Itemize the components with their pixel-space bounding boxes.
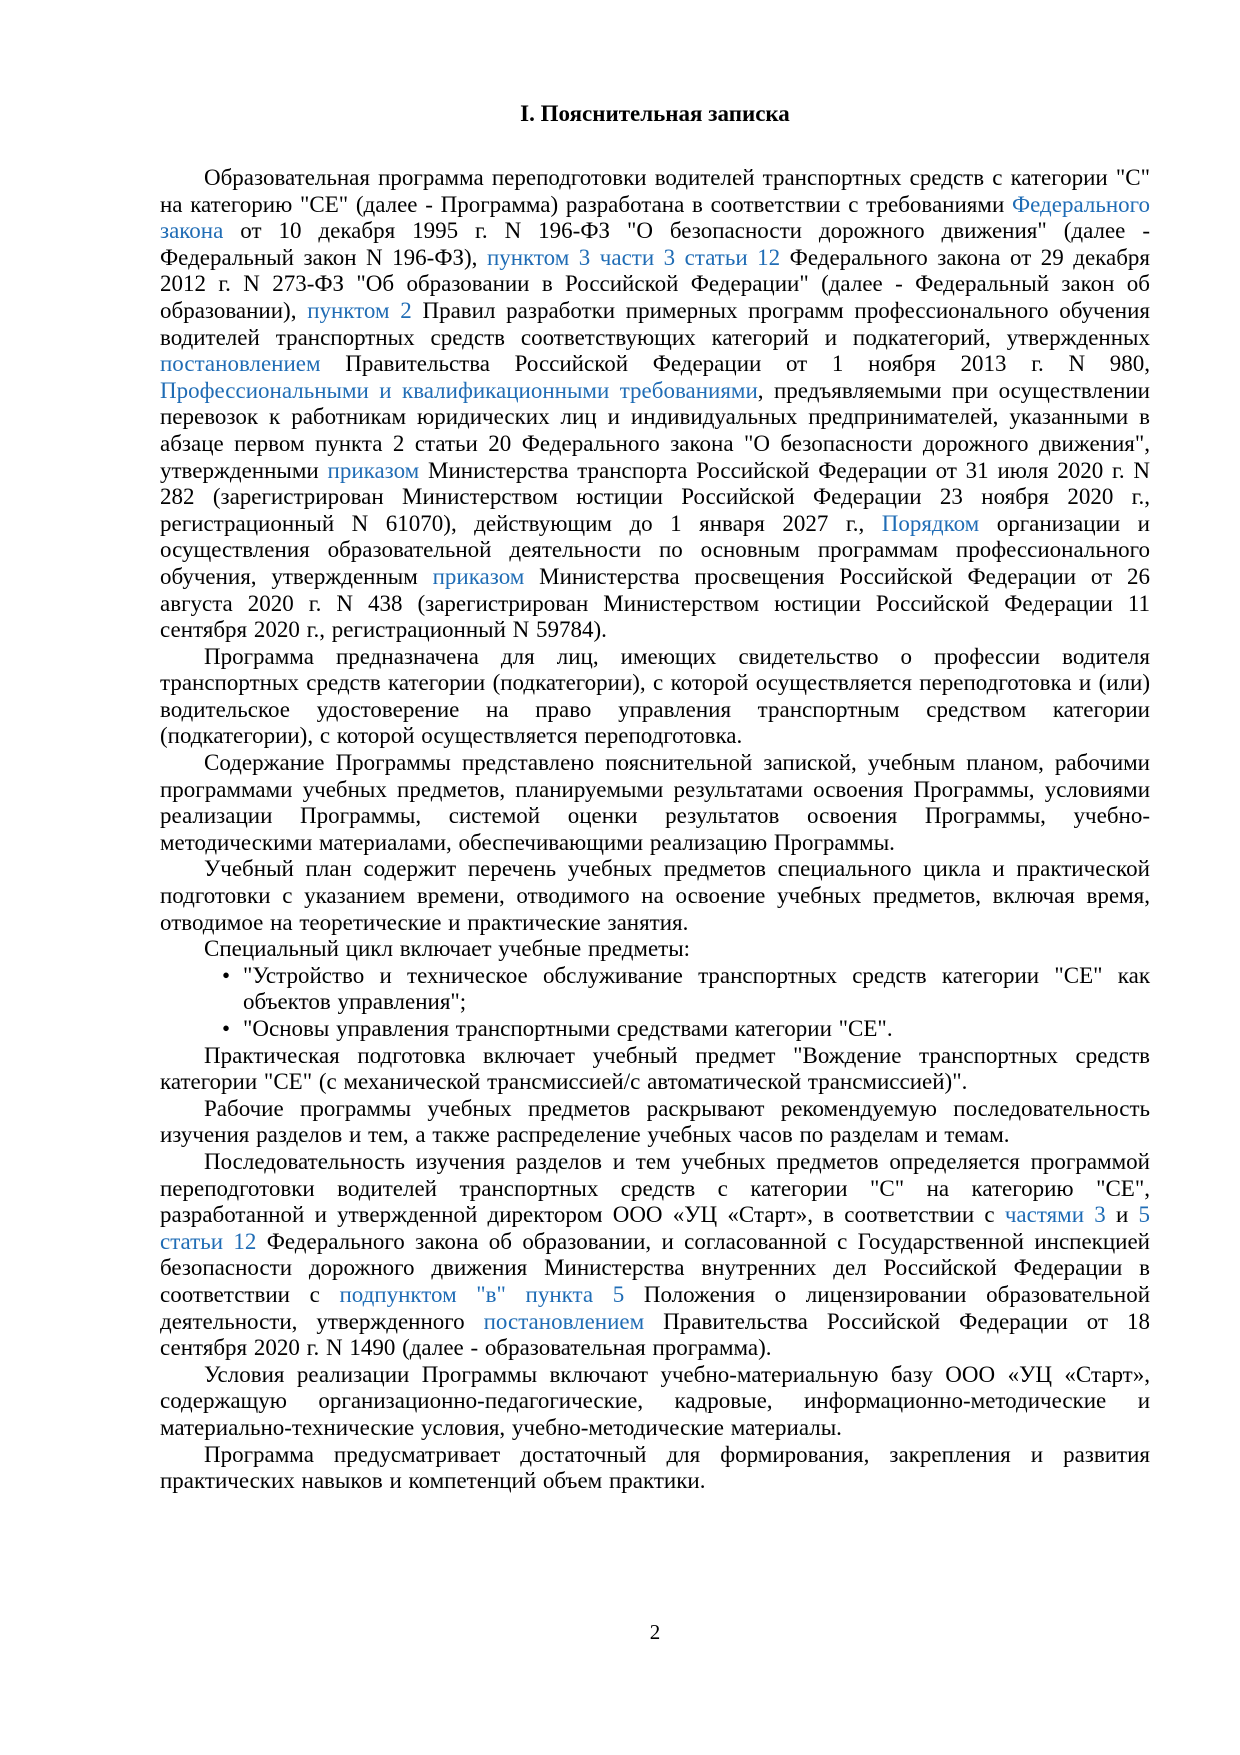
bullet-text	[243, 963, 1150, 1015]
paragraph	[160, 856, 1150, 936]
text-run: Министерства просвещения Российской Федерации от 26 августа 2020 г. N 438 (зарегистрирован Министерством юстиции Российской Федерации 11 сентября 2020 г., регистрационный N 59784).	[160, 563, 1150, 643]
doc-link[interactable]: Порядком	[881, 510, 980, 536]
text-run: "Основы управления транспортными средствами категории "СЕ".	[243, 1016, 893, 1041]
text-run: Содержание Программы представлено пояснительной запиской, учебным планом, рабочими программами учебных предметов, планируемыми результатами освоения Программы, условиями реализации Программы, системой оценки результатов освоения Программы, учебно-методическими материалами, обеспечивающими реализацию Программы.	[160, 750, 1150, 855]
text-run: "Устройство и техническое обслуживание транспортных средств категории "СЕ" как объектов управления";	[243, 962, 1150, 1015]
text-run: Правительства Российской Федерации от 1 ноября 2013 г. N 980,	[320, 351, 1150, 377]
doc-link[interactable]: Федерального закона	[160, 191, 1150, 244]
text-run: Последовательность изучения разделов и тем учебных предметов определяется программой переподготовки водителей транспортных средств с категории "С" на категорию "СЕ", разработанной и утвержденной директором ООО «УЦ «Старт», в соответствии с	[160, 1148, 1150, 1228]
doc-link[interactable]: Профессиональными и квалификационными требованиями	[160, 377, 758, 403]
bullet-item	[160, 963, 1150, 1016]
text-run: Правил разработки примерных программ профессионального обучения водителей транспортных средств соответствующих категорий и подкатегорий, утвержденных	[160, 297, 1151, 350]
paragraph	[160, 644, 1150, 750]
text-run: Федерального закона об образовании, и согласованной с Государственной инспекцией безопасности дорожного движения Министерства внутренних дел Российской Федерации в соответствии с	[160, 1228, 1150, 1307]
doc-link[interactable]: постановлением	[160, 351, 321, 377]
text-run: , предъявляемыми при осуществлении перевозок к работникам юридических лиц и индивидуальных предпринимателей, указанными в абзаце первом пункта 2 статьи 20 Федерального закона "О безопасности дорожного движения", утвержденными	[160, 377, 1150, 483]
document-body	[160, 165, 1150, 1495]
bullet-icon: •	[222, 1016, 231, 1041]
bullet-icon: •	[222, 962, 231, 988]
text-run: Практическая подготовка включает учебный предмет "Вождение транспортных средств категории "СЕ" (с механической трансмиссией/с автоматической трансмиссией)".	[160, 1042, 1150, 1095]
doc-link[interactable]: подпунктом "в" пункта 5	[339, 1281, 625, 1307]
text-run: Программа предусматривает достаточный для формирования, закрепления и развития практических навыков и компетенций объем практики.	[160, 1441, 1150, 1494]
paragraph	[160, 750, 1150, 856]
doc-link[interactable]: 5 статьи 12	[160, 1202, 1151, 1254]
text-run: от 10 декабря 1995 г. N 196-ФЗ "О безопасности дорожного движения" (далее - Федеральный закон N 196-ФЗ),	[160, 218, 1150, 270]
text-run: Положения о лицензировании образовательной деятельности, утвержденного	[160, 1281, 1150, 1334]
paragraph	[160, 165, 1150, 644]
text-run: Рабочие программы учебных предметов раскрывают рекомендуемую последовательность изучения разделов и тем, а также распределение учебных часов по разделам и темам.	[160, 1095, 1150, 1148]
text-run: и	[1105, 1202, 1139, 1228]
text-run: Федерального закона от 29 декабря 2012 г. N 273-ФЗ "Об образовании в Российской Федерации" (далее - Федеральный закон об образовании),	[160, 244, 1150, 323]
text-run: организации и осуществления образовательной деятельности по основным программам профессионального обучения, утвержденным	[160, 510, 1150, 589]
text-run: Правительства Российской Федерации от 18 сентября 2020 г. N 1490 (далее - образовательная программа).	[160, 1308, 1150, 1361]
document-content	[160, 100, 1150, 1495]
text-run: Министерства транспорта Российской Федерации от 31 июля 2020 г. N 282 (зарегистрирован Министерством юстиции Российской Федерации 23 ноября 2020 г., регистрационный N 61070), действующим до 1 января 2027 г.,	[160, 457, 1150, 536]
doc-link[interactable]: частями 3	[1004, 1202, 1106, 1228]
bullet-item	[160, 1016, 1150, 1043]
text-run: Программа предназначена для лиц, имеющих свидетельство о профессии водителя транспортных средств категории (подкатегории), с которой осуществляется переподготовка и (или) водительское удостоверение на право управления транспортным средством категории (подкатегории), с которой осуществляется переподготовка.	[160, 643, 1150, 749]
page-title: I. Пояснительная записка	[520, 101, 790, 126]
doc-link[interactable]: приказом	[432, 563, 525, 589]
doc-link[interactable]: пунктом 2	[307, 297, 412, 323]
paragraph	[160, 1096, 1150, 1149]
doc-link[interactable]: приказом	[327, 457, 420, 483]
text-run: Условия реализации Программы включают учебно-материальную базу ООО «УЦ «Старт», содержащую организационно-педагогические, кадровые, информационно-методические и материально-технические условия, учебно-методические материалы.	[160, 1361, 1150, 1440]
doc-link[interactable]: постановлением	[483, 1308, 645, 1334]
page-number: 2	[649, 1620, 661, 1644]
bullet-text	[243, 1016, 893, 1041]
text-run: Образовательная программа переподготовки водителей транспортных средств с категории "С" на категорию "СЕ" (далее - Программа) разработана в соответствии с требованиями	[160, 165, 1150, 217]
doc-link[interactable]: пунктом 3 части 3 статьи 12	[486, 244, 781, 270]
text-run: Учебный план содержит перечень учебных предметов специального цикла и практической подготовки с указанием времени, отводимого на освоение учебных предметов, включая время, отводимое на теоретические и практические занятия.	[160, 856, 1150, 935]
paragraph	[160, 1043, 1150, 1096]
paragraph	[160, 1149, 1150, 1362]
paragraph	[160, 1362, 1150, 1442]
paragraph	[160, 936, 1150, 963]
text-run: Специальный цикл включает учебные предметы:	[204, 936, 691, 962]
paragraph	[160, 1442, 1150, 1495]
